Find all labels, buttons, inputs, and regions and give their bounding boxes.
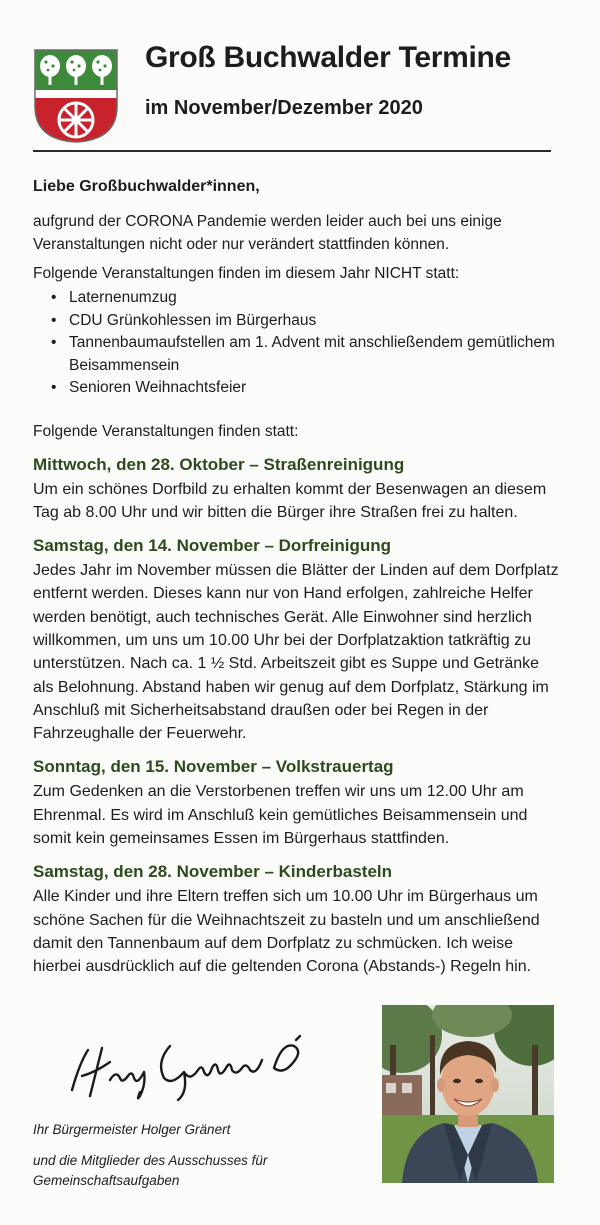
event-text: Um ein schönes Dorfbild zu erhalten kommt der Besenwagen an diesem Tag ab 8.00 Uhr und wir bitten die Bürger ihre Straßen frei zu halten. — [33, 480, 547, 521]
list-item: • Tannenbaumaufstellen am 1. Advent mit anschließendem gemütlichem Beisammensein — [69, 332, 563, 377]
event-text: Zum Gedenken an die Verstorbenen treffen wir uns um 12.00 Uhr am Ehrenmal. Es wird im Anschluß kein gemütliches Beisammensein und somit kein gemeinsames Essen im Bürgerhaus stattfinden. — [33, 783, 528, 848]
event-heading: Samstag, den 28. November – Kinderbasteln — [33, 862, 393, 882]
greeting: Liebe Großbuchwalder*innen, — [33, 178, 260, 195]
intro-paragraph: aufgrund der CORONA Pandemie werden leider auch bei uns einige Veranstaltungen nicht oder nur verändert stattfinden können. — [33, 213, 502, 253]
signature-caption: Ihr Bürgermeister Holger Gränert — [33, 1122, 231, 1137]
held-lead: Folgende Veranstaltungen finden statt: — [33, 422, 299, 440]
page-title: Groß Buchwalder Termine — [145, 41, 511, 74]
cancelled-list — [33, 287, 563, 400]
list-item: • Laternenumzug — [69, 287, 563, 310]
event-village-cleaning — [33, 534, 563, 745]
list-item: • CDU Grünkohlessen im Bürgerhaus — [69, 310, 563, 333]
coat-of-arms-icon — [33, 48, 119, 144]
event-heading: Mittwoch, den 28. Oktober – Straßenreinigung — [33, 454, 405, 474]
event-street-cleaning — [33, 453, 563, 525]
event-children-crafts — [33, 860, 540, 978]
event-heading: Sonntag, den 15. November – Volkstrauertag — [33, 757, 394, 777]
header-divider — [33, 150, 551, 152]
list-item: • Senioren Weihnachtsfeier — [69, 377, 563, 400]
signature-image — [60, 1032, 340, 1104]
event-text: Jedes Jahr im November müssen die Blätter der Linden auf dem Dorfplatz entfernt werden. Dieses kann nur von Hand erfolgen, zahlreiche Helfer werden benötigt, auch technisches Gerät. Alle Einwohner sind herzlich willkommen, um uns um 10.00 Uhr bei der Dorfplatzaktion tatkräftig zu unterstützen. Nach ca. 1 ½ Std. Arbeitszeit gibt es Suppe und Getränke als Belohnung. Abstand haben wir genug auf dem Dorfplatz, Stärkung im Anschluß mit Sicherheitsabstand draußen oder bei Regen in der Fahrzeughalle der Feuerwehr. — [33, 562, 559, 743]
committee-line: und die Mitglieder des Ausschusses für Gemeinschaftsaufgaben — [33, 1153, 268, 1188]
page-subtitle: im November/Dezember 2020 — [145, 97, 423, 119]
mayor-photo — [382, 1005, 554, 1183]
main-content — [33, 178, 563, 979]
event-heading: Samstag, den 14. November – Dorfreinigung — [33, 536, 392, 556]
event-remembrance-day — [33, 755, 563, 850]
cancelled-lead: Folgende Veranstaltungen finden im diesem Jahr NICHT statt: — [33, 265, 460, 282]
event-text: Alle Kinder und ihre Eltern treffen sich um 10.00 Uhr im Bürgerhaus um schöne Sachen für die Weihnachtszeit zu basteln und um anschließend damit den Tannenbaum auf dem Dorfplatz zu schmücken. Ich weise hierbei ausdrücklich auf die geltenden Corona (Abstands-) Regeln hin. — [33, 888, 540, 976]
